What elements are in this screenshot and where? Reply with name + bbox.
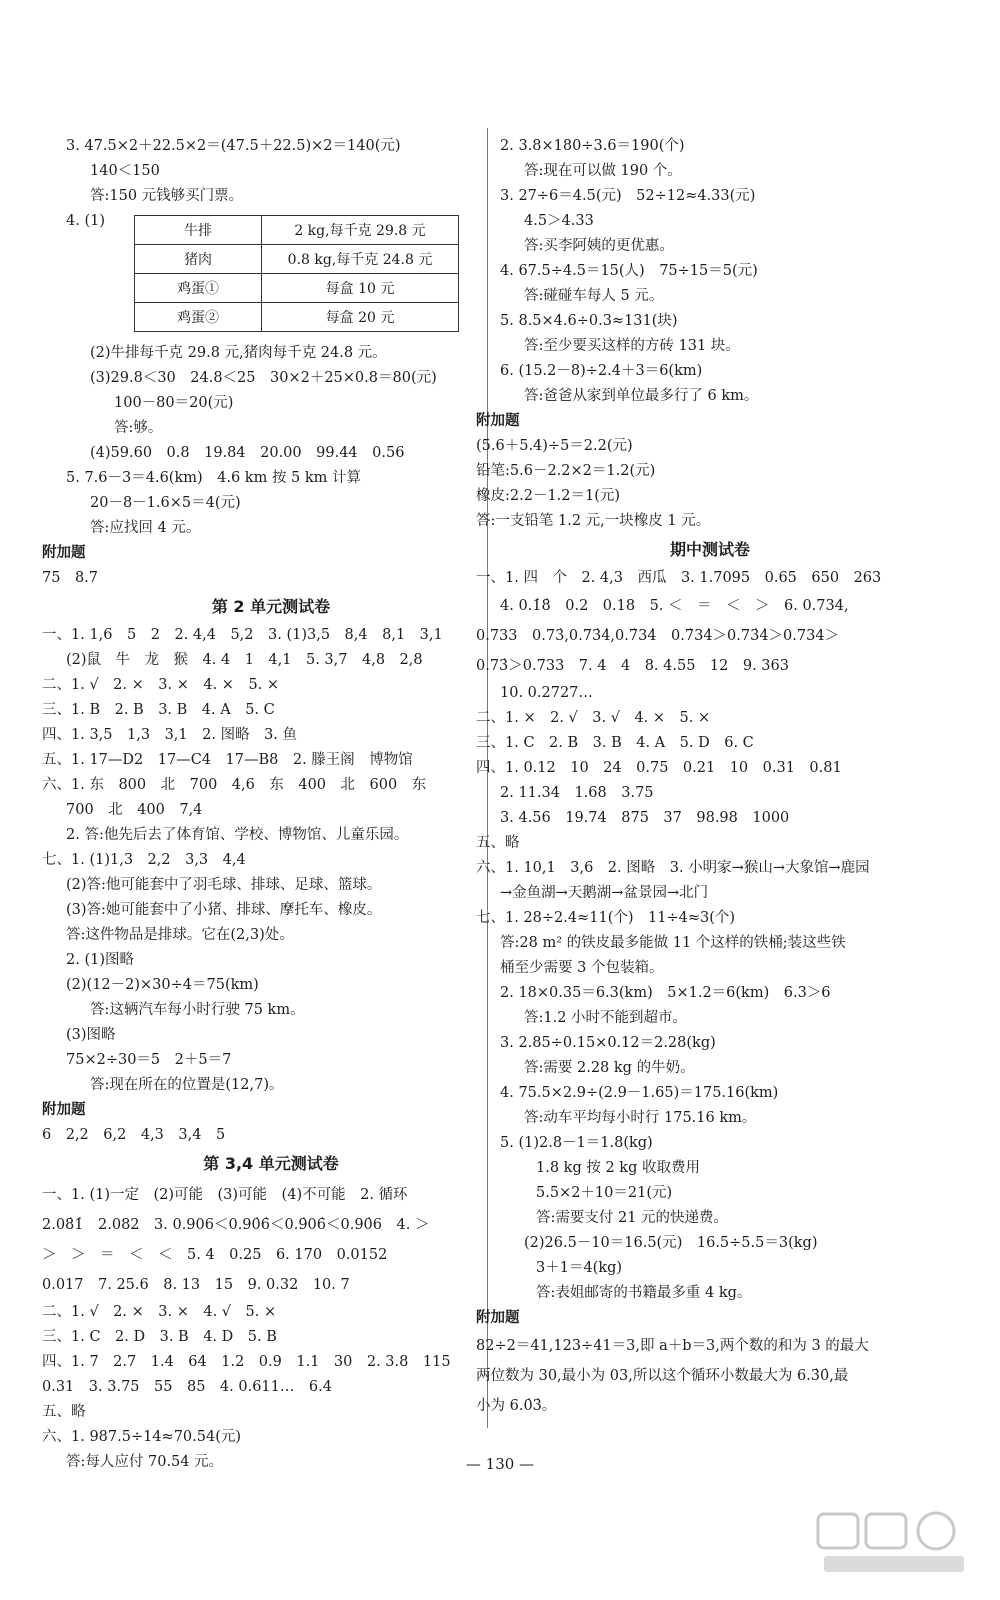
- answer-line: 二、1. √ 2. × 3. × 4. × 5. ×: [42, 677, 280, 693]
- answer-line: 五、略: [42, 1404, 86, 1420]
- answer-line: 七、1. (1)1,3 2,2 3,3 4,4: [42, 852, 246, 868]
- answer-line: 2. 11.34 1.68 3.75: [500, 785, 654, 801]
- price-table-block: [66, 209, 476, 341]
- answer-line: 0.017 7. 25.6 8. 13 15 9. 0.32 10. 7: [42, 1277, 350, 1293]
- answer-line: 答:表姐邮寄的书籍最多重 4 kg。: [536, 1285, 752, 1301]
- answer-line: 铅笔:5.6－2.2×2＝1.2(元): [476, 463, 656, 479]
- answer-line: 答:每人应付 70.54 元。: [66, 1454, 224, 1470]
- answer-line: (2)答:他可能套中了羽毛球、排球、足球、篮球。: [66, 877, 382, 893]
- answer-line: ＞ ＞ ＝ ＜ ＜ 5. 4 0.25 6. 170 0.0152: [42, 1247, 388, 1263]
- answer-line: 答:够。: [114, 420, 163, 436]
- bonus-heading: 附加题: [42, 1102, 86, 1118]
- table-row: [135, 216, 459, 245]
- answer-line: 10. 0.2727…: [500, 685, 593, 701]
- answer-line: 3. 47.5×2＋22.5×2＝(47.5＋22.5)×2＝140(元): [66, 138, 401, 154]
- answer-line: 140＜150: [90, 163, 160, 179]
- table-cell: 猪肉: [135, 245, 262, 274]
- answer-line: 六、1. 东 800 北 700 4,6 东 400 北 600 东: [42, 777, 427, 793]
- table-row: [135, 303, 459, 332]
- answer-line: 3. 2.85÷0.15×0.12＝2.28(kg): [500, 1035, 716, 1051]
- section-title: 第 2 单元测试卷: [211, 597, 331, 616]
- answer-line: 6. (15.2－8)÷2.4＋3＝6(km): [500, 363, 703, 379]
- answer-line: 0.733 0.73̇,0.73̇4̇,0.7̇34̇ 0.7̇34̇＞0.73̇4̇＞0.734＞: [476, 628, 840, 644]
- answer-line: (5.6＋5.4)÷5＝2.2(元): [476, 438, 633, 454]
- answer-line: 答:爸爸从家到单位最多行了 6 km。: [524, 388, 759, 404]
- answer-line: 0.73̇＞0.733 7. 4 4 8. 4.55 12 9. 363: [476, 658, 789, 674]
- answer-line: →金鱼湖→天鹅湖→盆景园→北门: [500, 885, 709, 901]
- table-cell: 鸡蛋①: [135, 274, 262, 303]
- answer-line: 答:动车平均每小时行 175.16 km。: [524, 1110, 757, 1126]
- answer-line: 答:现在可以做 190 个。: [524, 163, 682, 179]
- answer-line: 2.08̇1̇ 2.082 3. 0.906＜0.90̇6̇＜0.9̇06̇＜0.90̇6 4. ＞: [42, 1217, 430, 1233]
- answer-line: 20－8－1.6×5＝4(元): [90, 495, 241, 511]
- table-cell: 2 kg,每千克 29.8 元: [262, 216, 459, 245]
- table-cell: 0.8 kg,每千克 24.8 元: [262, 245, 459, 274]
- table-cell: 鸡蛋②: [135, 303, 262, 332]
- answer-line: 答:至少要买这样的方砖 131 块。: [524, 338, 740, 354]
- price-table: [134, 215, 459, 332]
- answer-line: 5. 7.6－3＝4.6(km) 4.6 km 按 5 km 计算: [66, 470, 362, 486]
- answer-line: 答:1.2 小时不能到超市。: [524, 1010, 688, 1026]
- answer-line: 4. 75.5×2.9÷(2.9－1.65)＝175.16(km): [500, 1085, 779, 1101]
- answer-line: 6 2,2 6,2 4,3 3,4 5: [42, 1127, 226, 1143]
- answer-line: (2)26.5－10＝16.5(元) 16.5÷5.5＝3(kg): [524, 1235, 818, 1251]
- answer-line: 一、1. 四 个 2. 4,3 西瓜 3. 1.7095 0.65 650 263: [476, 570, 882, 586]
- answer-line: 五、略: [476, 835, 520, 851]
- answer-line: (2)牛排每千克 29.8 元,猪肉每千克 24.8 元。: [90, 345, 387, 361]
- answer-line: 答:需要支付 21 元的快递费。: [536, 1210, 729, 1226]
- section-title: 第 3,4 单元测试卷: [203, 1154, 339, 1173]
- answer-line: 一、1. 1,6 5 2 2. 4,4 5,2 3. (1)3,5 8,4 8,1 3,1: [42, 627, 443, 643]
- answer-line: 答:一支铅笔 1.2 元,一块橡皮 1 元。: [476, 513, 711, 529]
- table-row: [135, 245, 459, 274]
- watermark-logo-icon: [814, 1508, 974, 1578]
- answer-line: 3＋1＝4(kg): [536, 1260, 623, 1276]
- answer-line: 答:这件物品是排球。它在(2,3)处。: [66, 927, 294, 943]
- answer-line: 100－80＝20(元): [114, 395, 234, 411]
- answer-line: 4.5＞4.33: [524, 213, 594, 229]
- answer-line: 四、1. 7 2.7 1.4 64 1.2 0.9 1.1 30 2. 3.8 115: [42, 1354, 451, 1370]
- answer-line: 75×2÷30＝5 2＋5＝7: [66, 1052, 232, 1068]
- answer-line: 六、1. 987.5÷14≈70.54(元): [42, 1429, 242, 1445]
- bonus-heading: 附加题: [476, 1310, 520, 1326]
- answer-line: 75 8.7: [42, 570, 99, 586]
- answer-line: 七、1. 28÷2.4≈11(个) 11÷4≈3(个): [476, 910, 736, 926]
- answer-line: 橡皮:2.2－1.2＝1(元): [476, 488, 621, 504]
- answer-line: 4. 67.5÷4.5＝15(人) 75÷15＝5(元): [500, 263, 758, 279]
- answer-line: 3. 4.56 19.74 875 37 98.98 1000: [500, 810, 790, 826]
- answer-line: 5. 8.5×4.6÷0.3≈131(块): [500, 313, 678, 329]
- answer-line: 三、1. C 2. D 3. B 4. D 5. B: [42, 1329, 277, 1345]
- answer-line: 五、1. 17—D2 17—C4 17—B8 2. 滕王阁 博物馆: [42, 752, 413, 768]
- answer-line: 四、1. 3,5 1,3 3,1 2. 图略 3. 鱼: [42, 727, 298, 743]
- answer-line: (3)图略: [66, 1027, 116, 1043]
- answer-line: 二、1. √ 2. × 3. × 4. √ 5. ×: [42, 1304, 277, 1320]
- answer-line: 六、1. 10,1 3,6 2. 图略 3. 小明家→猴山→大象馆→鹿园: [476, 860, 870, 876]
- answer-line: 三、1. C 2. B 3. B 4. A 5. D 6. C: [476, 735, 754, 751]
- question-label: 4. (1): [66, 213, 105, 229]
- answer-line: 四、1. 0.12 10 24 0.75 0.21 10 0.31 0.81: [476, 760, 842, 776]
- answer-line: 两位数为 30,最小为 03,所以这个循环小数最大为 6.3̇0̇,最: [476, 1368, 849, 1384]
- section-title: 期中测试卷: [669, 540, 750, 559]
- answer-line: 2. (1)图略: [66, 952, 134, 968]
- answer-line: 2. 答:他先后去了体育馆、学校、博物馆、儿童乐园。: [66, 827, 409, 843]
- answer-line: (4)59.60 0.8 19.84 20.00 99.44 0.56: [90, 445, 405, 461]
- answer-line: 小为 6.0̇3̇。: [476, 1398, 557, 1414]
- right-column: [476, 134, 920, 1421]
- left-column: [42, 134, 476, 1475]
- answer-line: 答:碰碰车每人 5 元。: [524, 288, 664, 304]
- answer-line: 一、1. (1)一定 (2)可能 (3)可能 (4)不可能 2. 循环: [42, 1187, 408, 1203]
- answer-line: 5.5×2＋10＝21(元): [536, 1185, 673, 1201]
- table-cell: 每盒 20 元: [262, 303, 459, 332]
- answer-line: 答:需要 2.28 kg 的牛奶。: [524, 1060, 695, 1076]
- answer-line: 答:现在所在的位置是(12,7)。: [90, 1077, 284, 1093]
- table-cell: 牛排: [135, 216, 262, 245]
- table-cell: 每盒 10 元: [262, 274, 459, 303]
- answer-line: 答:150 元钱够买门票。: [90, 188, 244, 204]
- answer-line: 答:28 m² 的铁皮最多能做 11 个这样的铁桶;装这些铁: [500, 935, 846, 951]
- answer-line: (3)答:她可能套中了小猪、排球、摩托车、橡皮。: [66, 902, 382, 918]
- answer-line: (2)(12－2)×30÷4＝75(km): [66, 977, 259, 993]
- answer-line: 答:这辆汽车每小时行驶 75 km。: [90, 1002, 305, 1018]
- answer-line: 1.8 kg 按 2 kg 收取费用: [536, 1160, 700, 1176]
- answer-line: 答:买李阿姨的更优惠。: [524, 238, 674, 254]
- answer-line: (3)29.8＜30 24.8＜25 30×2＋25×0.8＝80(元): [90, 370, 437, 386]
- table-row: [135, 274, 459, 303]
- answer-line: 0.31 3. 3.75 55 85 4. 0.611… 6.4: [42, 1379, 332, 1395]
- answer-line: 4. 0.1̇8̇ 0.2 0.18 5. ＜ ＝ ＜ ＞ 6. 0.734,: [500, 598, 849, 614]
- answer-line: 三、1. B 2. B 3. B 4. A 5. C: [42, 702, 275, 718]
- answer-line: 82÷2＝41,123÷41＝3,即 a＋b＝3,两个数的和为 3 的最大: [476, 1338, 869, 1354]
- answer-line: 桶至少需要 3 个包装箱。: [500, 960, 664, 976]
- answer-line: 3. 27÷6＝4.5(元) 52÷12≈4.33(元): [500, 188, 756, 204]
- answer-line: 2. 3.8×180÷3.6＝190(个): [500, 138, 685, 154]
- answer-line: 2. 18×0.35＝6.3(km) 5×1.2＝6(km) 6.3＞6: [500, 985, 831, 1001]
- page-number: — 130 —: [465, 1455, 535, 1473]
- answer-line: 答:应找回 4 元。: [90, 520, 201, 536]
- bonus-heading: 附加题: [42, 545, 86, 561]
- bonus-heading: 附加题: [476, 413, 520, 429]
- answer-line: 5. (1)2.8－1＝1.8(kg): [500, 1135, 653, 1151]
- answer-line: 700 北 400 7,4: [66, 802, 203, 818]
- answer-line: 二、1. × 2. √ 3. √ 4. × 5. ×: [476, 710, 711, 726]
- answer-line: (2)鼠 牛 龙 猴 4. 4 1 4,1 5. 3,7 4,8 2,8: [66, 652, 423, 668]
